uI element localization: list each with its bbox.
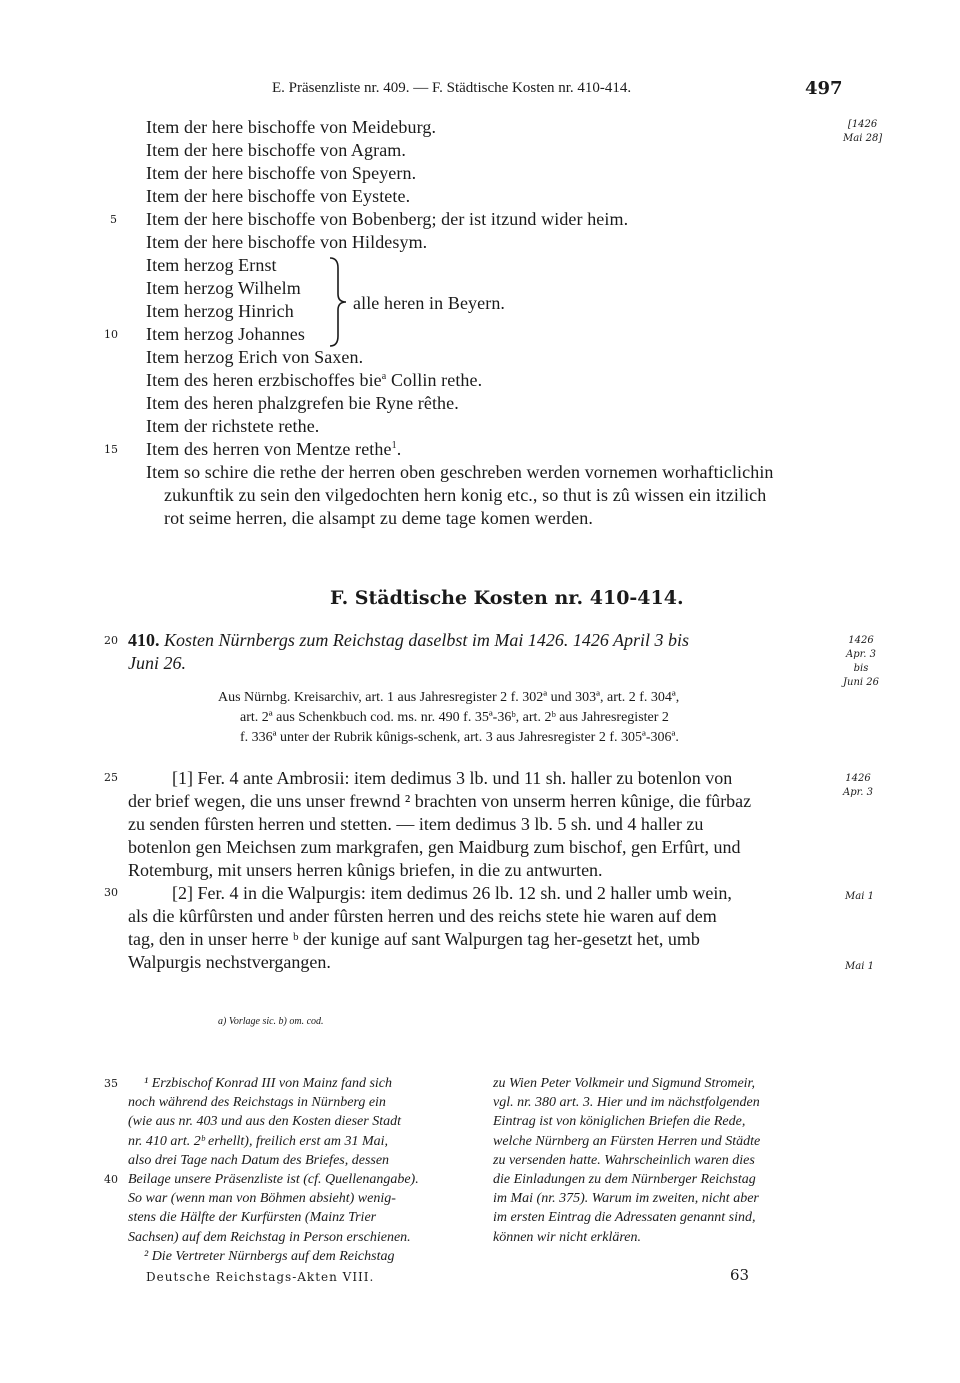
- line-number: 30: [104, 886, 118, 899]
- footnote-line: im ersten Eintrag die Adressaten genannt sind,: [493, 1210, 756, 1226]
- list-line: Item herzog Johannes: [146, 324, 305, 344]
- document-number: 410.: [128, 630, 160, 650]
- article-line: botenlon gen Meichsen zum markgrafen, gen Maidburg zum bischof, gen Erfûrt, und: [128, 837, 741, 857]
- footnote-line: So war (wenn man von Böhmen absieht) wenig-: [128, 1191, 396, 1207]
- line-number: 5: [110, 213, 117, 226]
- footnote-line: ¹ Erzbischof Konrad III von Mainz fand sich: [144, 1076, 393, 1091]
- closing-line: rot seime herren, die alsampt zu deme tage komen werden.: [164, 508, 593, 528]
- article-line: tag, den in unser herre ᵇ der kunige auf sant Walpurgen tag her-gesetzt het, umb: [128, 929, 700, 949]
- footnote-line: welche Nürnberg an Fürsten Herren und Städte: [493, 1133, 761, 1149]
- list-line: Item herzog Ernst: [146, 255, 277, 275]
- list-line: Item herzog Hinrich: [146, 301, 294, 321]
- article-line: zu senden fûrsten herren und stetten. — item dedimus 3 lb. 5 sh. und 4 haller zu: [128, 814, 704, 834]
- closing-line: Item so schire die rethe der herren oben geschreben werden vornemen worhafticlichin: [146, 462, 774, 482]
- closing-line: zukunftik zu sein den vilgedochten hern konig etc., so thut is zû wissen ein itzilich: [164, 485, 767, 505]
- margin-date-line: 1426: [845, 773, 871, 784]
- article-line: als die kûrfûrsten und ander fûrsten herren und des reichs stete hie waren auf dem: [128, 906, 717, 926]
- footnote-line: nr. 410 art. 2ᵇ erhellt), freilich erst am 31 Mai,: [128, 1133, 389, 1149]
- list-line: Item der here bischoffe von Agram.: [146, 140, 406, 160]
- footnote-line: im Mai (nr. 375). Warum im zweiten, nicht aber: [493, 1191, 759, 1207]
- sheet-number: 63: [730, 1266, 750, 1284]
- article-line: [1] Fer. 4 ante Ambrosii: item dedimus 3 lb. und 11 sh. haller zu botenlon von: [172, 768, 733, 788]
- margin-date-line: Mai 28]: [843, 133, 883, 144]
- document-heading: [128, 630, 689, 651]
- list-line-text: Item des herren von Mentze rethe: [146, 439, 392, 459]
- list-line: Item der here bischoffe von Eystete.: [146, 186, 411, 206]
- list-line: Item der here bischoffe von Meideburg.: [146, 117, 437, 137]
- footnote-line: noch während des Reichstags in Nürnberg ein: [128, 1095, 386, 1111]
- footnotes-left: [128, 1074, 472, 1266]
- footnote-line: die Einladungen zu dem Nürnberger Reichstag: [493, 1172, 756, 1188]
- section-title: F. Städtische Kosten nr. 410-414.: [330, 587, 684, 609]
- footnote-line: Eintrag ist von königlichen Briefen die Rede,: [493, 1114, 746, 1130]
- article-date-margin: Mai 1: [845, 961, 874, 972]
- running-title: E. Präsenzliste nr. 409. — F. Städtische Kosten nr. 410-414.: [272, 80, 632, 96]
- line-number: 10: [104, 328, 118, 341]
- article-line: Rotemburg, mit unsers herren kûnigs briefen, in die zu antwurten.: [128, 860, 603, 880]
- footnote-line: können wir nicht erklären.: [493, 1229, 642, 1245]
- series-title: Deutsche Reichstags-Akten VIII.: [146, 1270, 375, 1284]
- footnote-line: stens die Hälfte der Kurfürsten (Mainz Trier: [128, 1210, 377, 1226]
- list-line: Item des heren phalzgrefen bie Ryne rêthe.: [146, 393, 459, 413]
- list-line: Item der richstete rethe.: [146, 416, 320, 436]
- document-title: Juni 26.: [128, 653, 186, 673]
- list-line: [146, 439, 401, 460]
- line-number: 20: [104, 634, 118, 647]
- margin-date: [843, 118, 882, 146]
- list-line: Item herzog Wilhelm: [146, 278, 301, 298]
- margin-date-line: 1426: [848, 635, 874, 646]
- source-note: f. 336ª unter der Rubrik kûnigs-schenk, art. 3 aus Jahresregister 2 f. 305ª-306ª.: [240, 730, 679, 745]
- line-number: 15: [104, 443, 118, 456]
- article-line: der brief wegen, die uns unser frewnd ² brachten von unserm herren kûnige, die fûrbaz: [128, 791, 752, 811]
- article-line: Walpurgis nechstvergangen.: [128, 952, 331, 972]
- footnotes-right: [493, 1074, 838, 1247]
- list-line-text: Collin rethe.: [390, 370, 483, 390]
- punctuation: .: [396, 439, 402, 459]
- line-number: 40: [104, 1173, 118, 1186]
- footnote-line: (wie aus nr. 403 und aus den Kosten dieser Stadt: [128, 1114, 401, 1130]
- list-line: Item herzog Erich von Saxen.: [146, 347, 364, 367]
- footnote-line: Beilage unsere Präsenzliste ist (cf. Quellenangabe).: [128, 1172, 419, 1188]
- list-line-text: Item des heren erzbischoffes bie: [146, 370, 382, 390]
- footnote-line: vgl. nr. 380 art. 3. Hier und im nächstfolgenden: [493, 1095, 760, 1111]
- article-line: [2] Fer. 4 in die Walpurgis: item dedimus 26 lb. 12 sh. und 2 haller umb wein,: [172, 883, 732, 903]
- footnote-line: ² Die Vertreter Nürnbergs auf dem Reichstag: [144, 1248, 395, 1264]
- source-note: Aus Nürnbg. Kreisarchiv, art. 1 aus Jahresregister 2 f. 302ª und 303ª, art. 2 f. 304ª,: [218, 690, 680, 705]
- margin-date-line: Apr. 3: [845, 649, 877, 660]
- list-line: [146, 370, 482, 391]
- list-line: Item der here bischoffe von Bobenberg; der ist itzund wider heim.: [146, 209, 629, 229]
- footnote-line: zu versenden hatte. Wahrscheinlich waren dies: [493, 1152, 755, 1168]
- footnote-line: zu Wien Peter Volkmeir und Sigmund Stromeir,: [493, 1076, 755, 1091]
- margin-date-line: [1426: [847, 119, 878, 130]
- document-date-margin: [843, 634, 879, 690]
- source-note: art. 2ª aus Schenkbuch cod. ms. nr. 490 f. 35ª-36ᵇ, art. 2ᵇ aus Jahresregister 2: [240, 710, 669, 725]
- variant-marker: a: [381, 371, 387, 382]
- brace-icon: [326, 256, 348, 348]
- list-line: Item der here bischoffe von Speyern.: [146, 163, 417, 183]
- margin-date-line: Juni 26: [843, 677, 879, 688]
- margin-date-line: Apr. 3: [843, 787, 874, 798]
- variant-notes: a) Vorlage sic. b) om. cod.: [218, 1016, 324, 1027]
- article-date-margin: Mai 1: [845, 891, 874, 902]
- footnote-line: also drei Tage nach Datum des Briefes, dessen: [128, 1152, 390, 1168]
- footnote-line: Sachsen) auf dem Reichstag in Person erschienen.: [128, 1229, 411, 1245]
- list-line: Item der here bischoffe von Hildesym.: [146, 232, 428, 252]
- line-number: 35: [104, 1077, 118, 1090]
- document-title: Kosten Nürnbergs zum Reichstag daselbst im Mai 1426. 1426 April 3 bis: [164, 630, 690, 650]
- margin-date-line: bis: [853, 663, 869, 674]
- article-date-margin: [843, 772, 873, 800]
- page-number: 497: [805, 78, 843, 99]
- footnote-marker: 1: [391, 440, 397, 451]
- line-number: 25: [104, 771, 118, 784]
- brace-label: alle heren in Beyern.: [353, 293, 506, 313]
